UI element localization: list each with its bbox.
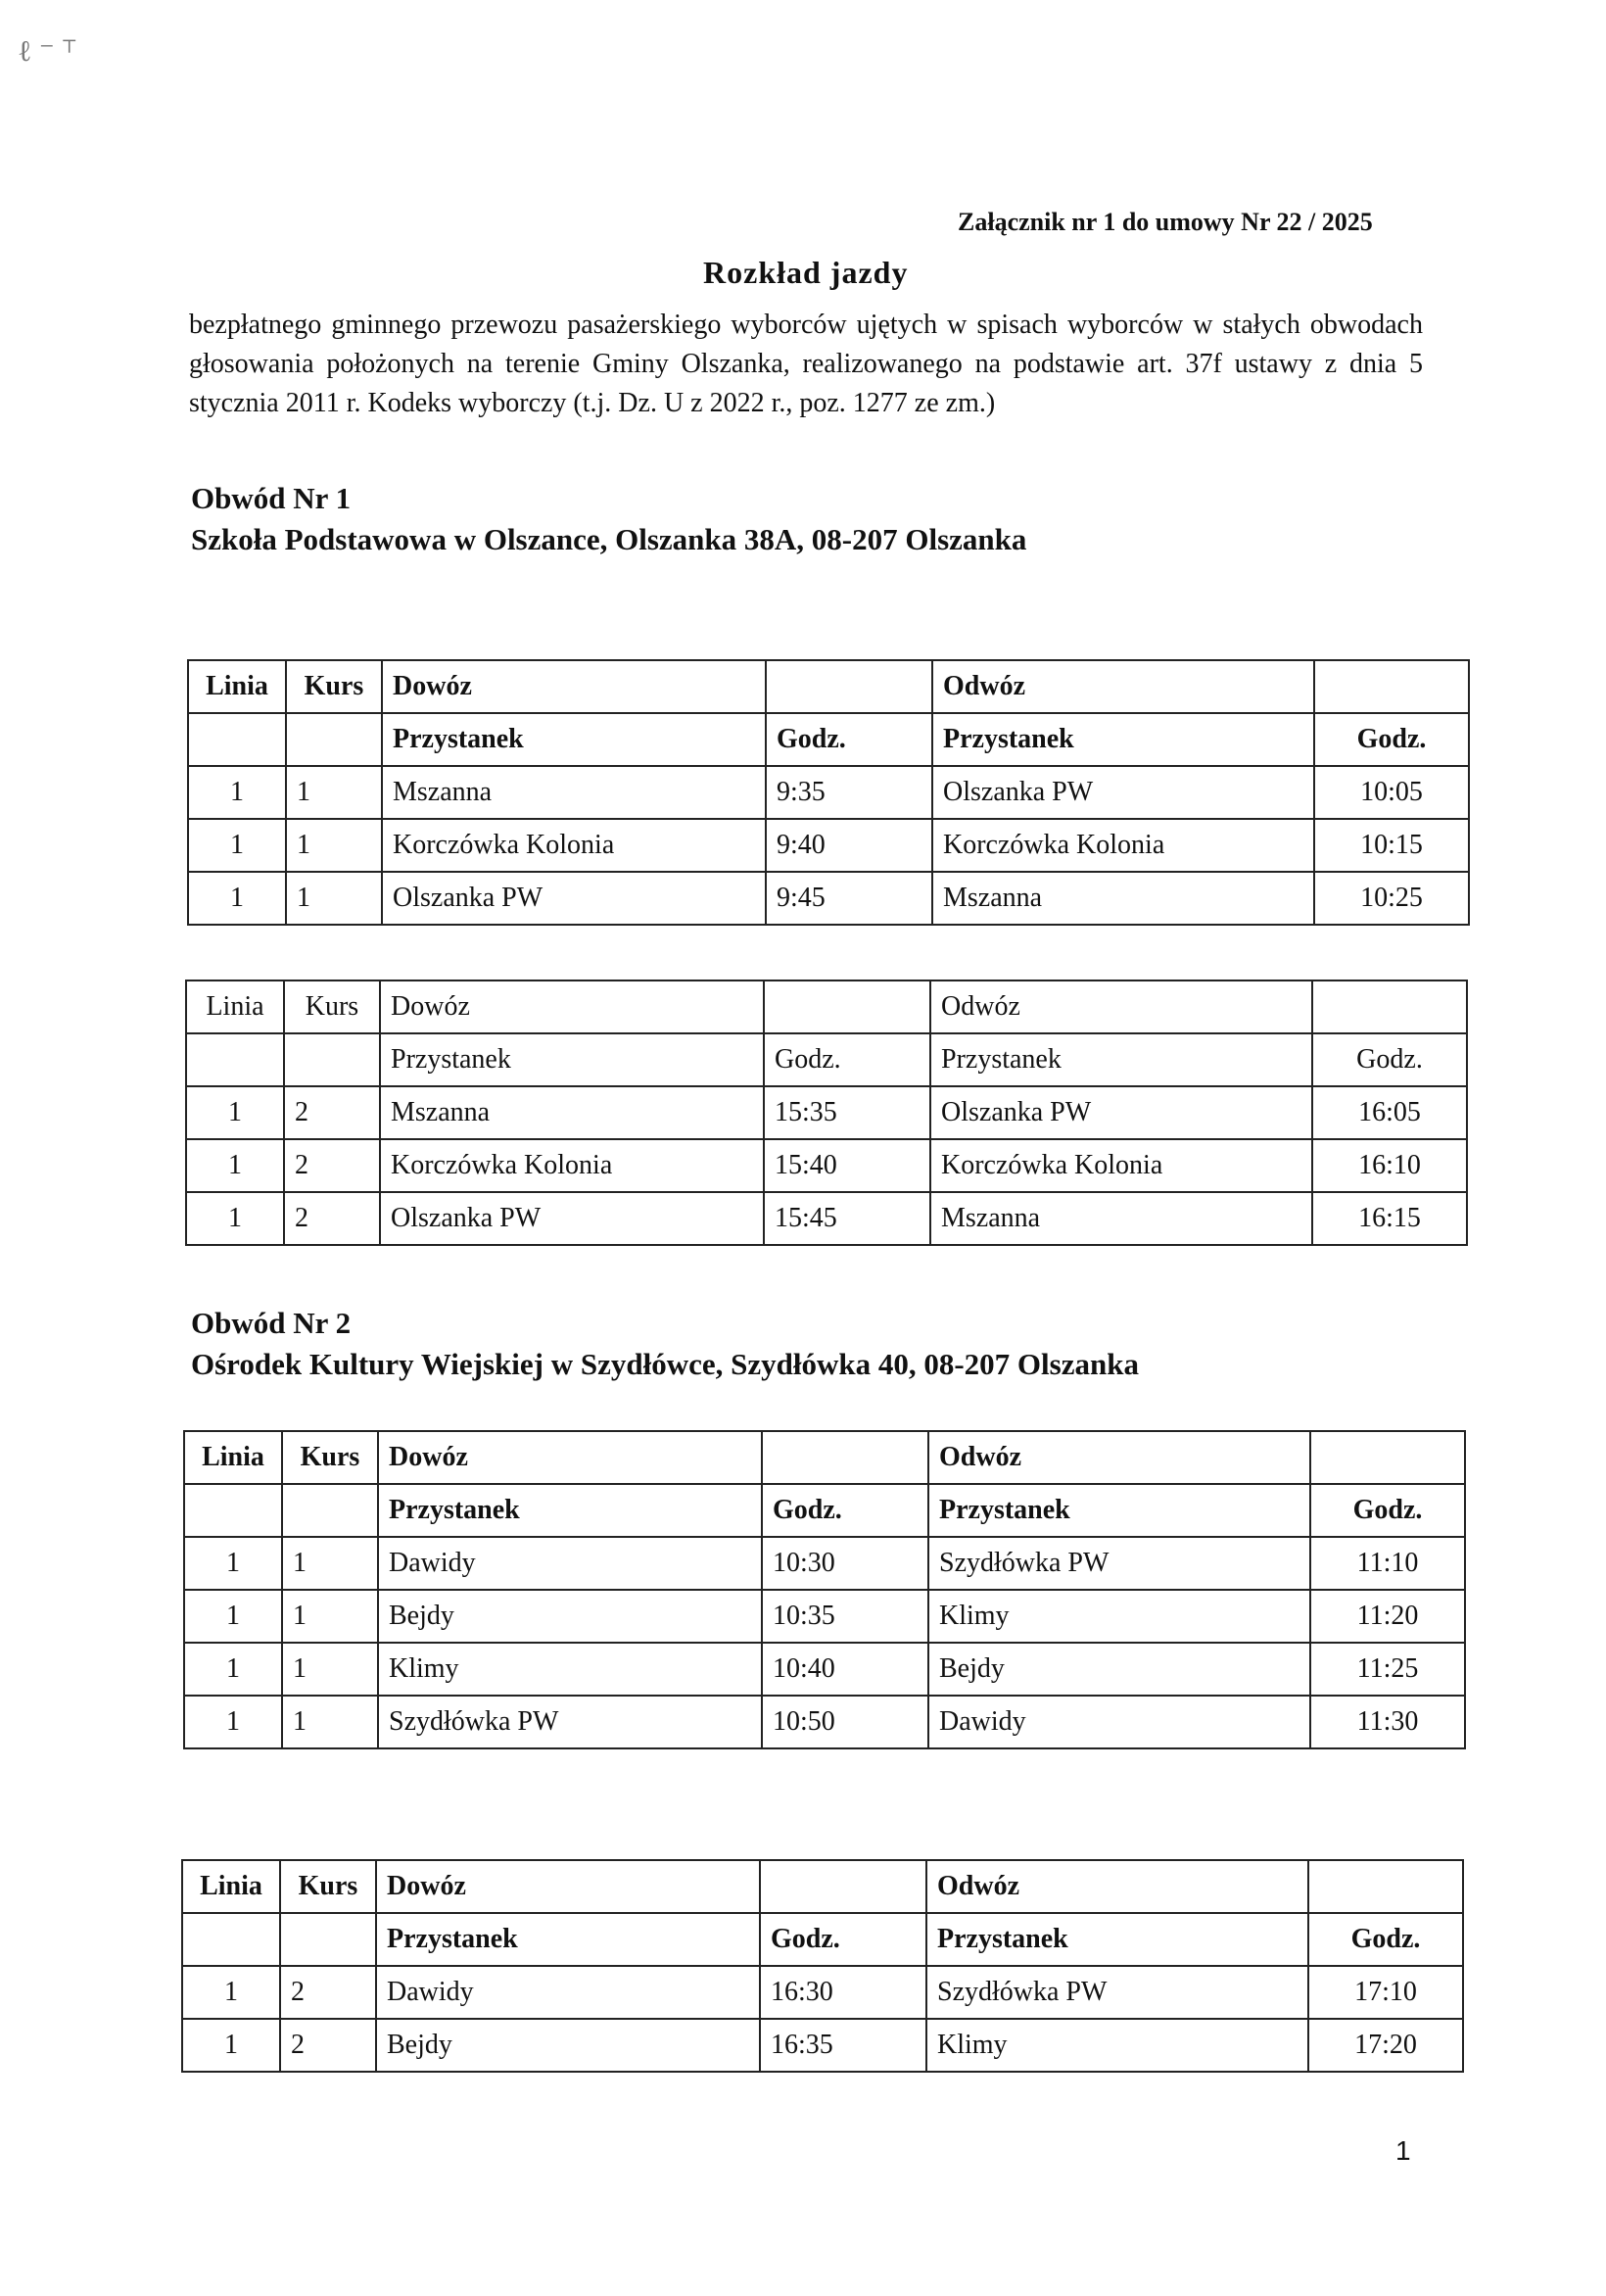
- cell-odwoz-stop: Klimy: [928, 1590, 1310, 1643]
- table-row: [186, 1086, 1467, 1139]
- cell-dowoz-stop: Olszanka PW: [380, 1192, 764, 1245]
- cell-linia: 1: [186, 1086, 284, 1139]
- col-odwoz: Odwóz: [926, 1860, 1308, 1913]
- table-header-row: [182, 1860, 1463, 1913]
- table-row: [188, 819, 1469, 872]
- col-empty: [1308, 1860, 1463, 1913]
- col-dowoz: Dowóz: [380, 981, 764, 1033]
- cell-odwoz-stop: Mszanna: [932, 872, 1314, 925]
- scan-mark: ℓ ⁻ ⸆: [18, 35, 77, 68]
- col-godz: Godz.: [1314, 713, 1469, 766]
- table-row: [182, 2019, 1463, 2072]
- table-row: [184, 1537, 1465, 1590]
- cell-kurs: 1: [286, 819, 382, 872]
- cell-kurs: 1: [282, 1696, 378, 1748]
- cell-odwoz-stop: Dawidy: [928, 1696, 1310, 1748]
- table-header-row: [186, 981, 1467, 1033]
- cell-kurs: 1: [282, 1590, 378, 1643]
- table-header-row: [188, 660, 1469, 713]
- cell-linia: 1: [186, 1192, 284, 1245]
- cell-odwoz-time: 11:20: [1310, 1590, 1465, 1643]
- col-dowoz: Dowóz: [376, 1860, 760, 1913]
- col-empty: [1314, 660, 1469, 713]
- col-przystanek: Przystanek: [928, 1484, 1310, 1537]
- col-empty: [284, 1033, 380, 1086]
- col-godz: Godz.: [1312, 1033, 1467, 1086]
- table-row: [188, 766, 1469, 819]
- col-godz: Godz.: [764, 1033, 930, 1086]
- col-kurs: Kurs: [280, 1860, 376, 1913]
- cell-odwoz-stop: Szydłówka PW: [926, 1966, 1308, 2019]
- col-godz: Godz.: [762, 1484, 928, 1537]
- cell-kurs: 1: [286, 872, 382, 925]
- col-linia: Linia: [184, 1431, 282, 1484]
- cell-odwoz-stop: Korczówka Kolonia: [932, 819, 1314, 872]
- col-przystanek: Przystanek: [926, 1913, 1308, 1966]
- cell-dowoz-time: 15:45: [764, 1192, 930, 1245]
- col-przystanek: Przystanek: [382, 713, 766, 766]
- col-empty: [182, 1913, 280, 1966]
- cell-kurs: 2: [284, 1139, 380, 1192]
- cell-dowoz-stop: Dawidy: [376, 1966, 760, 2019]
- col-linia: Linia: [188, 660, 286, 713]
- cell-odwoz-time: 10:05: [1314, 766, 1469, 819]
- cell-kurs: 1: [282, 1537, 378, 1590]
- col-dowoz: Dowóz: [378, 1431, 762, 1484]
- cell-linia: 1: [184, 1643, 282, 1696]
- cell-dowoz-time: 15:35: [764, 1086, 930, 1139]
- cell-linia: 1: [184, 1696, 282, 1748]
- cell-dowoz-stop: Korczówka Kolonia: [380, 1139, 764, 1192]
- table-row: [186, 1139, 1467, 1192]
- cell-kurs: 2: [280, 1966, 376, 2019]
- cell-linia: 1: [184, 1537, 282, 1590]
- col-godz: Godz.: [1308, 1913, 1463, 1966]
- table-subheader-row: [186, 1033, 1467, 1086]
- schedule-table: [183, 1430, 1466, 1749]
- cell-odwoz-time: 17:20: [1308, 2019, 1463, 2072]
- table-subheader-row: [188, 713, 1469, 766]
- cell-dowoz-stop: Bejdy: [376, 2019, 760, 2072]
- cell-dowoz-time: 9:35: [766, 766, 932, 819]
- col-przystanek: Przystanek: [380, 1033, 764, 1086]
- schedule-table: [181, 1859, 1464, 2073]
- col-linia: Linia: [186, 981, 284, 1033]
- circuit-title: Obwód Nr 1: [191, 481, 352, 515]
- cell-linia: 1: [188, 872, 286, 925]
- table-row: [188, 872, 1469, 925]
- cell-kurs: 2: [284, 1086, 380, 1139]
- cell-odwoz-time: 11:25: [1310, 1643, 1465, 1696]
- col-odwoz: Odwóz: [928, 1431, 1310, 1484]
- col-godz: Godz.: [1310, 1484, 1465, 1537]
- col-empty: [188, 713, 286, 766]
- table-subheader-row: [182, 1913, 1463, 1966]
- cell-odwoz-stop: Olszanka PW: [932, 766, 1314, 819]
- circuit-address: Ośrodek Kultury Wiejskiej w Szydłówce, Szydłówka 40, 08-207 Olszanka: [191, 1347, 1139, 1381]
- col-przystanek: Przystanek: [378, 1484, 762, 1537]
- cell-odwoz-time: 10:25: [1314, 872, 1469, 925]
- cell-odwoz-stop: Korczówka Kolonia: [930, 1139, 1312, 1192]
- cell-odwoz-stop: Olszanka PW: [930, 1086, 1312, 1139]
- col-kurs: Kurs: [284, 981, 380, 1033]
- col-empty: [280, 1913, 376, 1966]
- col-empty: [764, 981, 930, 1033]
- document-title: Rozkład jazdy: [703, 255, 909, 290]
- cell-dowoz-stop: Klimy: [378, 1643, 762, 1696]
- cell-dowoz-stop: Mszanna: [382, 766, 766, 819]
- cell-kurs: 2: [280, 2019, 376, 2072]
- col-godz: Godz.: [766, 713, 932, 766]
- cell-dowoz-time: 9:45: [766, 872, 932, 925]
- annex-label: Załącznik nr 1 do umowy Nr 22 / 2025: [958, 208, 1373, 236]
- cell-dowoz-time: 9:40: [766, 819, 932, 872]
- cell-dowoz-stop: Szydłówka PW: [378, 1696, 762, 1748]
- cell-dowoz-stop: Korczówka Kolonia: [382, 819, 766, 872]
- col-empty: [762, 1431, 928, 1484]
- cell-dowoz-stop: Olszanka PW: [382, 872, 766, 925]
- table-row: [182, 1966, 1463, 2019]
- cell-dowoz-stop: Mszanna: [380, 1086, 764, 1139]
- col-przystanek: Przystanek: [930, 1033, 1312, 1086]
- col-godz: Godz.: [760, 1913, 926, 1966]
- table-row: [186, 1192, 1467, 1245]
- cell-linia: 1: [186, 1139, 284, 1192]
- cell-dowoz-stop: Bejdy: [378, 1590, 762, 1643]
- cell-linia: 1: [184, 1590, 282, 1643]
- col-empty: [286, 713, 382, 766]
- intro-paragraph: bezpłatnego gminnego przewozu pasażerskiego wyborców ujętych w spisach wyborców w stałych obwodach głosowania położonych na terenie Gminy Olszanka, realizowanego na podstawie art. 37f ustawy z dnia 5 stycznia 2011 r. Kodeks wyborczy (t.j. Dz. U z 2022 r., poz. 1277 ze zm.): [189, 310, 1423, 418]
- cell-dowoz-time: 16:35: [760, 2019, 926, 2072]
- cell-kurs: 1: [286, 766, 382, 819]
- cell-dowoz-time: 10:30: [762, 1537, 928, 1590]
- cell-linia: 1: [188, 766, 286, 819]
- cell-odwoz-time: 17:10: [1308, 1966, 1463, 2019]
- table-row: [184, 1696, 1465, 1748]
- table-subheader-row: [184, 1484, 1465, 1537]
- col-empty: [184, 1484, 282, 1537]
- cell-kurs: 2: [284, 1192, 380, 1245]
- cell-odwoz-time: 10:15: [1314, 819, 1469, 872]
- cell-kurs: 1: [282, 1643, 378, 1696]
- cell-odwoz-stop: Bejdy: [928, 1643, 1310, 1696]
- table-row: [184, 1643, 1465, 1696]
- cell-linia: 1: [182, 2019, 280, 2072]
- schedule-table: [185, 980, 1468, 1246]
- circuit-2-heading: [191, 1303, 1139, 1385]
- table-header-row: [184, 1431, 1465, 1484]
- cell-odwoz-time: 11:10: [1310, 1537, 1465, 1590]
- cell-dowoz-time: 10:40: [762, 1643, 928, 1696]
- cell-odwoz-time: 16:10: [1312, 1139, 1467, 1192]
- col-empty: [766, 660, 932, 713]
- col-empty: [1312, 981, 1467, 1033]
- cell-dowoz-time: 10:35: [762, 1590, 928, 1643]
- col-przystanek: Przystanek: [932, 713, 1314, 766]
- cell-dowoz-time: 16:30: [760, 1966, 926, 2019]
- col-empty: [1310, 1431, 1465, 1484]
- col-przystanek: Przystanek: [376, 1913, 760, 1966]
- cell-odwoz-stop: Mszanna: [930, 1192, 1312, 1245]
- page-number: 1: [1395, 2135, 1411, 2166]
- cell-odwoz-time: 16:05: [1312, 1086, 1467, 1139]
- col-odwoz: Odwóz: [930, 981, 1312, 1033]
- schedule-table: [187, 659, 1470, 926]
- col-empty: [760, 1860, 926, 1913]
- cell-dowoz-stop: Dawidy: [378, 1537, 762, 1590]
- cell-linia: 1: [188, 819, 286, 872]
- table-row: [184, 1590, 1465, 1643]
- cell-odwoz-stop: Klimy: [926, 2019, 1308, 2072]
- col-kurs: Kurs: [286, 660, 382, 713]
- cell-odwoz-stop: Szydłówka PW: [928, 1537, 1310, 1590]
- col-empty: [282, 1484, 378, 1537]
- col-linia: Linia: [182, 1860, 280, 1913]
- col-kurs: Kurs: [282, 1431, 378, 1484]
- circuit-title: Obwód Nr 2: [191, 1306, 352, 1340]
- cell-odwoz-time: 11:30: [1310, 1696, 1465, 1748]
- cell-dowoz-time: 10:50: [762, 1696, 928, 1748]
- cell-dowoz-time: 15:40: [764, 1139, 930, 1192]
- col-dowoz: Dowóz: [382, 660, 766, 713]
- cell-linia: 1: [182, 1966, 280, 2019]
- circuit-1-heading: [191, 478, 1026, 560]
- circuit-address: Szkoła Podstawowa w Olszance, Olszanka 38A, 08-207 Olszanka: [191, 522, 1027, 556]
- cell-odwoz-time: 16:15: [1312, 1192, 1467, 1245]
- col-empty: [186, 1033, 284, 1086]
- col-odwoz: Odwóz: [932, 660, 1314, 713]
